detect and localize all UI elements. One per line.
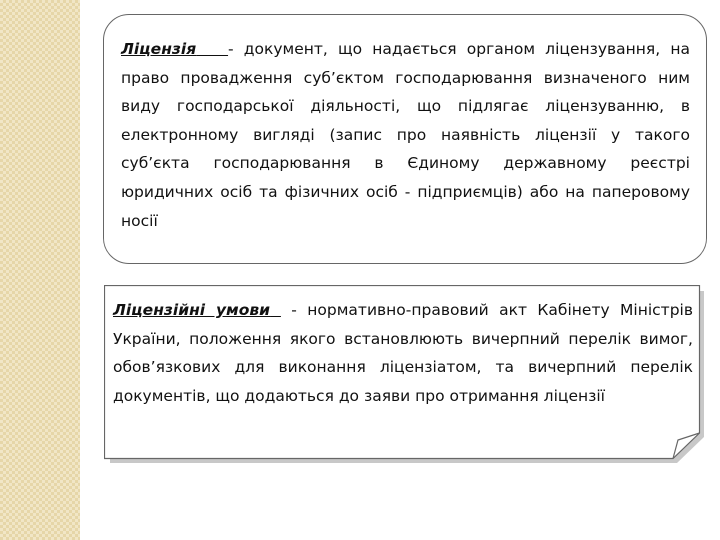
decorative-side-strip [0,0,80,540]
definition-card-license [103,14,707,264]
definition-license-conditions-text: - нормативно-правовий акт Кабінету Міністрів України, положення якого встановлюють вичерпний перелік вимог, обов’язкових для виконання ліцензіатом, та вичерпний перелік документів, що додаються до заяви про отримання ліцензії [113,301,693,405]
definition-license-conditions-block [113,296,693,410]
definition-license-text: - документ, що надається органом ліцензування, на право провадження суб’єктом господарювання визначеного ним виду господарської діяльності, що підлягає ліцензуванню, в електронному вигляді (запис про наявність ліцензії у такого суб’єкта господарювання в Єдиному державному реєстрі юридичних осіб та фізичних осіб - підприємців) або на паперовому носії [121,40,690,230]
definition-card-license-conditions [104,285,704,463]
term-license-conditions: Ліцензійні умови [113,301,271,319]
term-license: Ліцензія [121,40,197,58]
